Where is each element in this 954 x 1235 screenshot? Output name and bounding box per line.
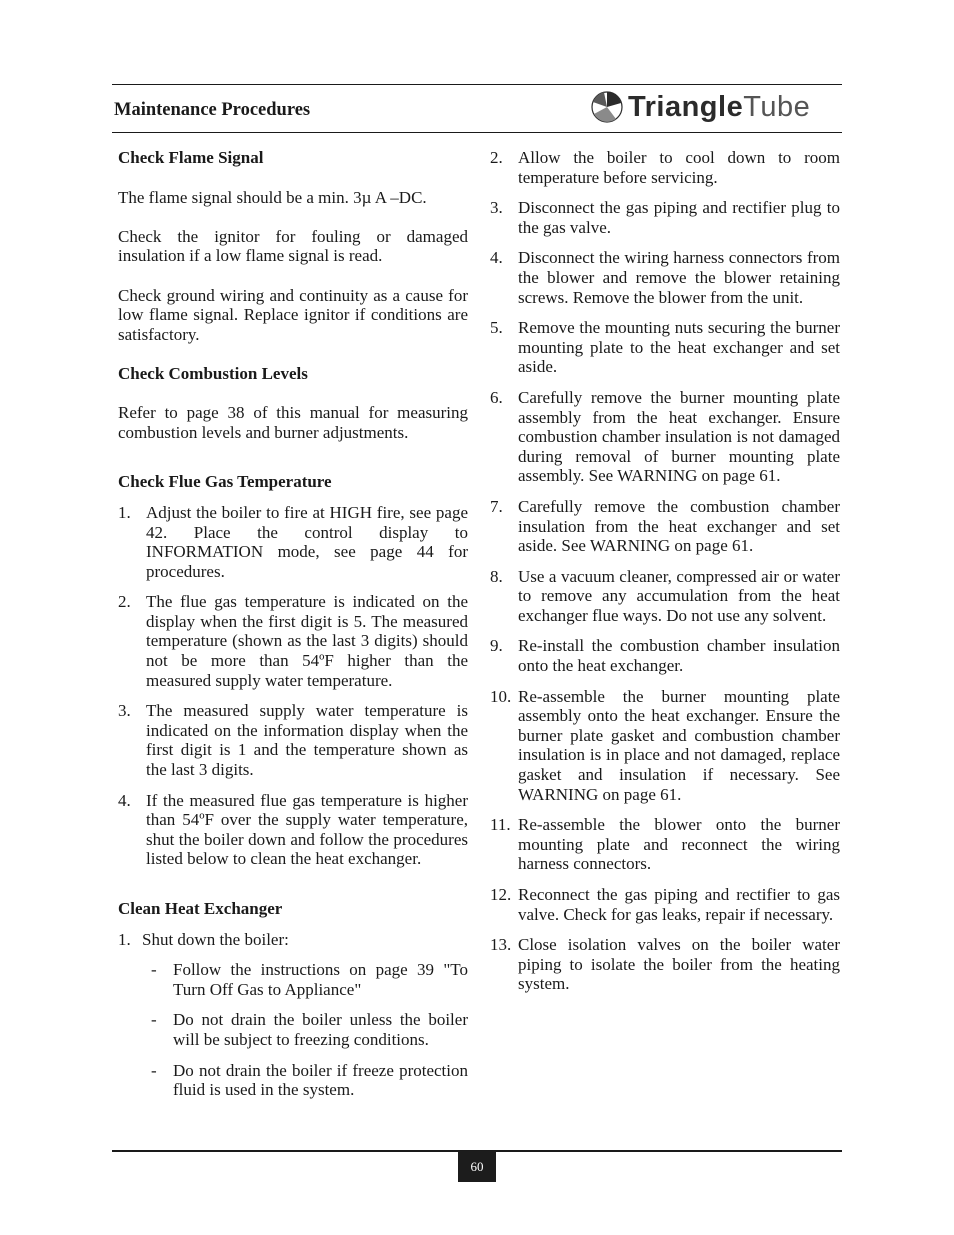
list-item bbox=[118, 791, 468, 869]
list-text: Disconnect the wiring harness connectors from the blower and remove the blower retaining screws. Remove the blower from the unit. bbox=[518, 248, 840, 307]
list-number: 2. bbox=[118, 592, 131, 612]
list-number: 11. bbox=[490, 815, 511, 835]
list-number: 3. bbox=[490, 198, 503, 218]
list-text: Use a vacuum cleaner, compressed air or water to remove any accumulation from the heat exchanger flue ways. Do not use any solvent. bbox=[518, 566, 840, 625]
paragraph: Check the ignitor for fouling or damaged insulation if a low flame signal is read. bbox=[118, 226, 468, 266]
list-text: Re-install the combustion chamber insulation onto the heat exchanger. bbox=[518, 636, 840, 676]
paragraph: Refer to page 38 of this manual for measuring combustion levels and burner adjustments. bbox=[118, 403, 468, 442]
list-text: Allow the boiler to cool down to room temperature before servicing. bbox=[518, 148, 840, 187]
list-text: Close isolation valves on the boiler water piping to isolate the boiler from the heating system. bbox=[518, 935, 840, 994]
list-item bbox=[118, 701, 468, 779]
heading-clean-heat-exchanger: Clean Heat Exchanger bbox=[118, 899, 283, 918]
list-number: 4. bbox=[490, 248, 503, 268]
page-number: 60 bbox=[458, 1151, 496, 1182]
logo-word-triangle: Triangle bbox=[628, 91, 744, 123]
sub-list-text: Follow the instructions on page 39 "To Turn Off Gas to Appliance" bbox=[173, 960, 468, 999]
logo-word-tube: Tube bbox=[743, 91, 811, 123]
triangle-tube-logo-icon bbox=[590, 90, 624, 124]
list-number: 9. bbox=[490, 636, 503, 656]
list-item bbox=[490, 148, 840, 187]
sub-list-text: Do not drain the boiler unless the boiler will be subject to freezing conditions. bbox=[173, 1010, 468, 1049]
left-column bbox=[118, 148, 468, 1100]
header-rule bbox=[112, 132, 842, 133]
list-text: Re-assemble the blower onto the burner mounting plate and reconnect the wiring harness connectors. bbox=[518, 815, 840, 874]
heading-check-flame-signal: Check Flame Signal bbox=[118, 148, 264, 167]
dash-bullet: - bbox=[151, 960, 157, 980]
list-number: 6. bbox=[490, 387, 503, 407]
list-number: 10. bbox=[490, 686, 512, 706]
list-text: The measured supply water temperature is indicated on the information display when the first digit is 1 and the temperature shown as the last 3 digits. bbox=[146, 701, 468, 780]
list-text: The flue gas temperature is indicated on the display when the first digit is 5. The measured temperature (shown as the last 3 digits) should not be more than 54ºF higher than the measured supply water temperature. bbox=[146, 592, 468, 690]
heading-check-flue-gas-temperature: Check Flue Gas Temperature bbox=[118, 472, 332, 492]
list-item bbox=[490, 388, 840, 486]
paragraph: The flame signal should be a min. 3µ A –DC. bbox=[118, 187, 427, 207]
sub-list-item bbox=[118, 1010, 468, 1049]
list-item bbox=[490, 815, 840, 874]
list-item bbox=[490, 198, 840, 237]
list-text: Carefully remove the combustion chamber insulation from the heat exchanger and set aside. See WARNING on page 61. bbox=[518, 496, 840, 556]
list-number: 1. bbox=[118, 502, 131, 522]
paragraph: Check ground wiring and continuity as a cause for low flame signal. Replace ignitor if conditions are satisfactory. bbox=[118, 285, 468, 344]
heading-check-combustion-levels: Check Combustion Levels bbox=[118, 363, 308, 383]
sub-list-item bbox=[118, 1061, 468, 1100]
list-text: Shut down the boiler: bbox=[142, 929, 289, 949]
list-text: Adjust the boiler to fire at HIGH fire, see page 42. Place the control display to INFORMATION mode, see page 44 for procedures. bbox=[146, 502, 468, 581]
list-number: 2. bbox=[490, 148, 503, 167]
section-title: Maintenance Procedures bbox=[114, 100, 311, 120]
list-number: 13. bbox=[490, 935, 512, 955]
dash-bullet: - bbox=[151, 1060, 157, 1080]
list-item bbox=[490, 567, 840, 626]
list-number: 7. bbox=[490, 496, 503, 516]
list-text: If the measured flue gas temperature is higher than 54ºF over the supply water temperature, shut the boiler down and follow the procedures listed below to clean the heat exchanger. bbox=[146, 790, 468, 869]
list-item bbox=[490, 248, 840, 307]
list-text: Disconnect the gas piping and rectifier plug to the gas valve. bbox=[518, 198, 840, 237]
list-item bbox=[118, 503, 468, 581]
list-item bbox=[490, 497, 840, 556]
list-number: 1. bbox=[118, 929, 131, 949]
sub-list-item bbox=[118, 960, 468, 999]
list-number: 12. bbox=[490, 885, 512, 904]
right-column bbox=[490, 148, 840, 1005]
dash-bullet: - bbox=[151, 1010, 157, 1030]
list-item bbox=[490, 636, 840, 675]
list-text: Carefully remove the burner mounting plate assembly from the heat exchanger. Ensure combustion chamber insulation is not damaged during removal of burner mounting plate assembly. See WARNING on page 61. bbox=[518, 387, 840, 486]
list-item bbox=[118, 930, 468, 950]
sub-list-text: Do not drain the boiler if freeze protection fluid is used in the system. bbox=[173, 1060, 468, 1100]
list-item bbox=[490, 885, 840, 924]
triangle-tube-logo bbox=[590, 90, 840, 126]
top-rule bbox=[112, 84, 842, 85]
list-item bbox=[490, 935, 840, 994]
list-text: Re-assemble the burner mounting plate assembly onto the heat exchanger. Ensure the burner plate gasket and combustion chamber insulation is in place and not damaged, replace gasket and insulation if necessary. See WARNING on page 61. bbox=[518, 686, 840, 804]
list-number: 8. bbox=[490, 566, 503, 586]
list-number: 3. bbox=[118, 701, 131, 721]
list-number: 5. bbox=[490, 318, 503, 338]
list-text: Remove the mounting nuts securing the burner mounting plate to the heat exchanger and set aside. bbox=[518, 318, 840, 377]
list-item bbox=[490, 318, 840, 377]
list-text: Reconnect the gas piping and rectifier to gas valve. Check for gas leaks, repair if necessary. bbox=[518, 885, 840, 924]
list-item bbox=[490, 687, 840, 805]
list-item bbox=[118, 592, 468, 690]
list-number: 4. bbox=[118, 790, 131, 810]
